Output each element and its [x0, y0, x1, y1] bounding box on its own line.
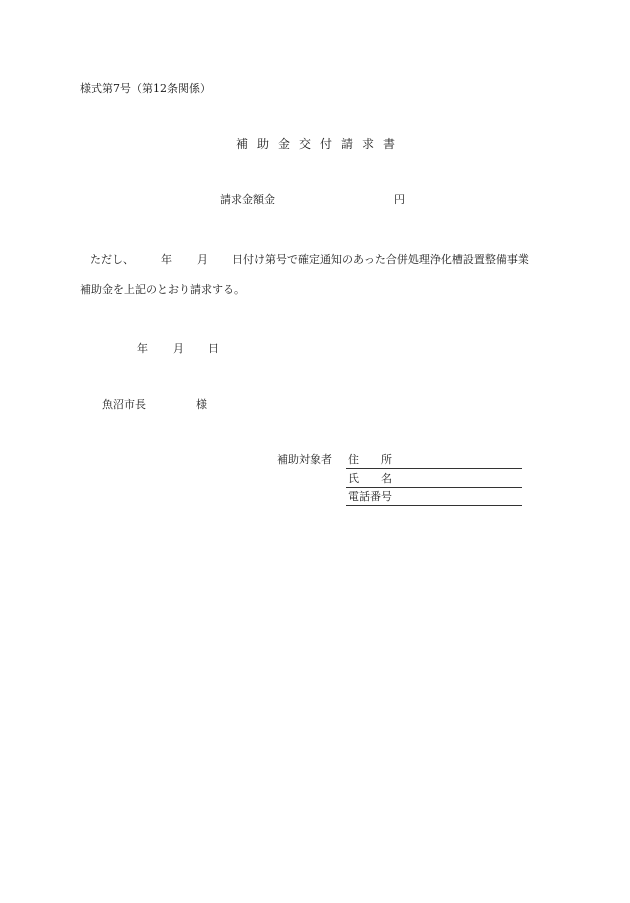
address-field-line	[346, 468, 522, 469]
amount-label: 請求金額金	[220, 193, 275, 206]
address-label: 住 所	[348, 453, 392, 466]
phone-label: 電話番号	[348, 490, 392, 503]
date-year: 年	[137, 342, 148, 355]
body-month: 月	[197, 253, 208, 266]
date-day: 日	[208, 342, 219, 355]
applicant-label: 補助対象者	[277, 453, 332, 466]
page-title: 補助金交付請求書	[236, 137, 405, 151]
addressee-name: 魚沼市長	[102, 398, 146, 411]
body-year: 年	[161, 253, 172, 266]
phone-field-line	[346, 505, 522, 506]
body-prefix: ただし、	[90, 253, 134, 266]
addressee-honorific: 様	[196, 398, 207, 411]
form-number: 様式第7号（第12条関係）	[80, 82, 211, 95]
body-line2: 補助金を上記のとおり請求する。	[80, 283, 245, 296]
name-label: 氏 名	[348, 472, 392, 485]
amount-unit: 円	[394, 193, 405, 206]
body-line1-rest: 日付け第号で確定通知のあった合併処理浄化槽設置整備事業	[232, 253, 529, 266]
date-month: 月	[173, 342, 184, 355]
name-field-line	[346, 487, 522, 488]
